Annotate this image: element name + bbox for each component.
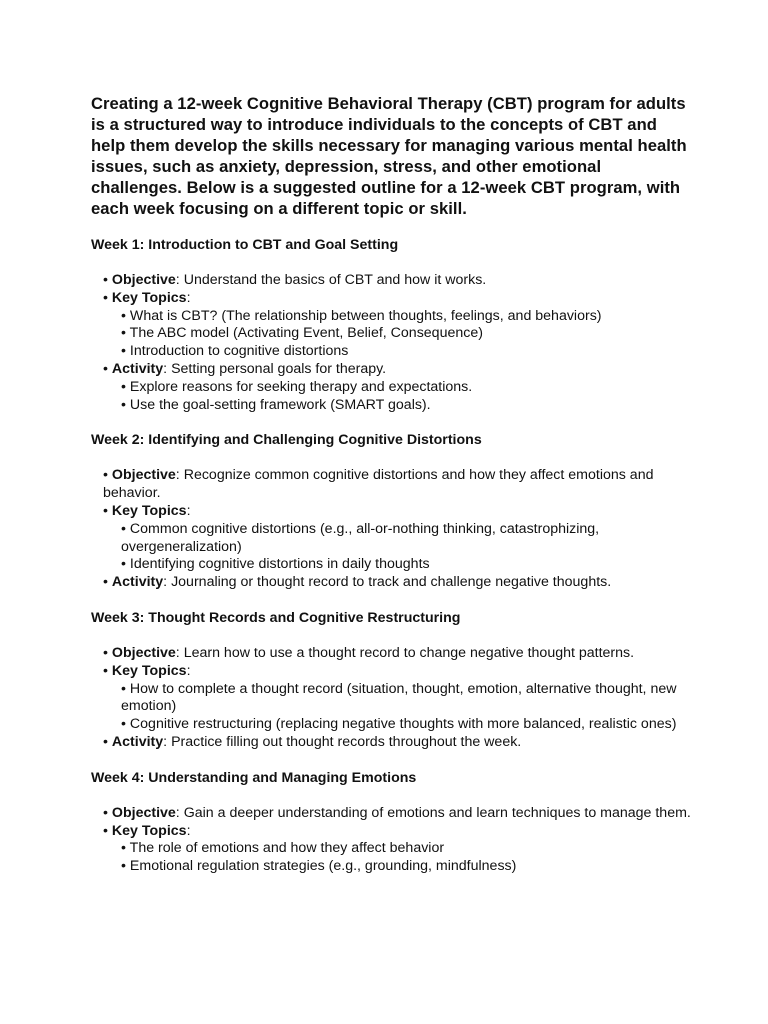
bullet: • <box>103 644 108 661</box>
bullet: • <box>103 804 108 821</box>
key-topic: • The ABC model (Activating Event, Belief, Consequence) <box>121 325 483 342</box>
objective-label: Objective <box>111 644 176 661</box>
objective-text: Understand the basics of CBT and how it works. <box>183 272 487 288</box>
key-topics-item: • Key Topics: <box>103 822 191 839</box>
bullet: • <box>121 307 126 324</box>
objective-label: Objective <box>111 272 176 288</box>
key-topic: • How to complete a thought record (situation, thought, emotion, alternative thought, new emotion) <box>121 680 677 715</box>
activity-text: Practice filling out thought records throughout the week. <box>171 733 522 750</box>
bullet: • <box>103 502 108 519</box>
bullet: • <box>121 858 126 875</box>
activity-subitem: • Explore reasons for seeking therapy and expectations. <box>121 378 473 395</box>
activity-label: Activity <box>111 574 164 591</box>
objective-text: Recognize common cognitive distortions and how they affect emotions and behavior. <box>103 467 654 502</box>
key-topics-item: • Key Topics: <box>103 502 191 519</box>
bullet: • <box>121 378 126 395</box>
week-title: Week 2: Identifying and Challenging Cognitive Distortions <box>91 432 482 449</box>
objective-text: Learn how to use a thought record to change negative thought patterns. <box>183 644 635 661</box>
week-title: Week 4: Understanding and Managing Emotions <box>91 769 417 786</box>
key-topic: • Introduction to cognitive distortions <box>121 343 349 360</box>
activity-item: • Activity: Setting personal goals for therapy. <box>103 360 387 377</box>
objective-item: • Objective: Recognize common cognitive distortions and how they affect emotions and behavior. <box>103 467 654 502</box>
bullet: • <box>121 325 126 342</box>
objective-label: Objective <box>111 804 176 821</box>
activity-label: Activity <box>111 360 164 377</box>
bullet: • <box>103 733 108 750</box>
week-1-section <box>91 236 691 414</box>
objective-label: Objective <box>111 467 176 484</box>
bullet: • <box>103 467 108 484</box>
key-topic: • What is CBT? (The relationship between thoughts, feelings, and behaviors) <box>121 307 602 324</box>
document-page <box>91 93 691 893</box>
bullet: • <box>121 680 126 697</box>
objective-item: • Objective: Understand the basics of CBT and how it works. <box>103 272 487 288</box>
activity-text: Journaling or thought record to track and challenge negative thoughts. <box>171 574 612 591</box>
activity-item: • Activity: Practice filling out thought records throughout the week. <box>103 733 522 750</box>
objective-item: • Objective: Learn how to use a thought record to change negative thought patterns. <box>103 644 635 661</box>
key-topics-label: Key Topics <box>111 822 187 839</box>
bullet: • <box>121 520 126 537</box>
week-title: Week 1: Introduction to CBT and Goal Setting <box>91 237 399 253</box>
intro-paragraph: Creating a 12-week Cognitive Behavioral Therapy (CBT) program for adults is a structured way to introduce individuals to the concepts of CBT and help them develop the skills necessary for managing various mental health issues, such as anxiety, depression, stress, and other emotional challenges. Below is a suggested outline for a 12-week CBT program, with each week focusing on a different topic or skill. <box>91 94 687 218</box>
key-topic: • Cognitive restructuring (replacing negative thoughts with more balanced, realistic ones) <box>121 716 677 733</box>
activity-subitem: • Use the goal-setting framework (SMART goals). <box>121 396 431 413</box>
key-topics-item: • Key Topics: <box>103 289 191 306</box>
bullet: • <box>121 556 126 573</box>
week-bullets <box>91 805 691 876</box>
week-3-section <box>91 609 691 752</box>
bullet: • <box>121 396 126 413</box>
activity-text: Setting personal goals for therapy. <box>171 360 387 377</box>
key-topic: • Identifying cognitive distortions in daily thoughts <box>121 556 430 573</box>
bullet: • <box>103 289 108 306</box>
week-bullets <box>91 272 691 414</box>
bullet: • <box>103 662 108 679</box>
key-topics-item: • Key Topics: <box>103 662 191 679</box>
week-bullets <box>91 645 691 752</box>
key-topic: • Emotional regulation strategies (e.g., grounding, mindfulness) <box>121 858 517 875</box>
objective-item: • Objective: Gain a deeper understanding of emotions and learn techniques to manage them. <box>103 804 691 821</box>
bullet: • <box>103 574 108 591</box>
bullet: • <box>103 822 108 839</box>
week-2-section <box>91 431 691 592</box>
week-bullets <box>91 467 691 592</box>
activity-item: • Activity: Journaling or thought record to track and challenge negative thoughts. <box>103 574 612 591</box>
bullet: • <box>121 716 126 733</box>
key-topics-label: Key Topics <box>111 289 187 306</box>
key-topics-label: Key Topics <box>111 662 187 679</box>
key-topic: • The role of emotions and how they affect behavior <box>121 840 445 857</box>
key-topics-label: Key Topics <box>111 502 187 519</box>
week-title: Week 3: Thought Records and Cognitive Restructuring <box>91 609 461 626</box>
bullet: • <box>121 840 126 857</box>
bullet: • <box>103 272 108 288</box>
activity-label: Activity <box>111 733 164 750</box>
week-4-section <box>91 769 691 876</box>
key-topic: • Common cognitive distortions (e.g., all-or-nothing thinking, catastrophizing, overgeneralization) <box>121 520 600 555</box>
bullet: • <box>121 343 126 360</box>
objective-text: Gain a deeper understanding of emotions and learn techniques to manage them. <box>183 804 691 821</box>
bullet: • <box>103 360 108 377</box>
